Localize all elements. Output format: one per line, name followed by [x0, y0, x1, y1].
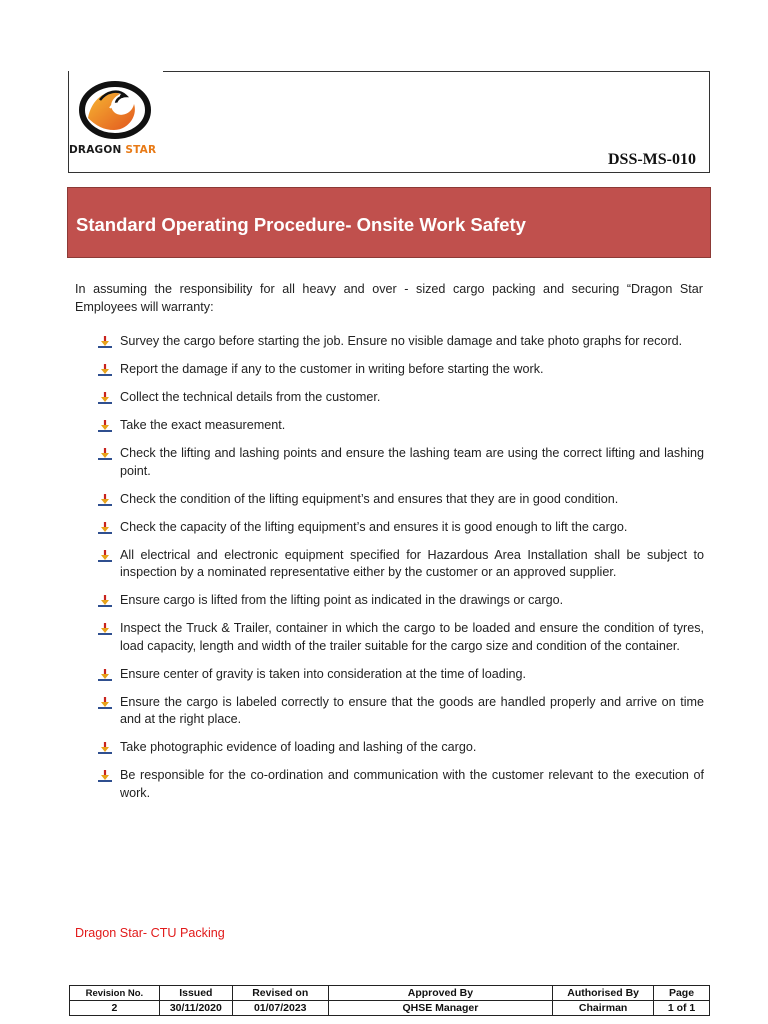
list-item [96, 547, 704, 582]
header-top-rule [163, 71, 710, 72]
arrow-bullet-icon [98, 448, 112, 461]
list-item [96, 333, 704, 351]
col-authorised-by: Authorised By [553, 986, 654, 1001]
list-item [96, 739, 704, 757]
arrow-bullet-icon [98, 522, 112, 535]
list-item-text: Check the capacity of the lifting equipment’s and ensures it is good enough to lift the cargo. [120, 519, 628, 534]
arrow-bullet-icon [98, 623, 112, 636]
arrow-bullet-icon [98, 697, 112, 710]
arrow-bullet-icon [98, 336, 112, 349]
procedure-list [96, 333, 704, 813]
logo-word-star: STAR [125, 144, 157, 156]
document-code: DSS-MS-010 [607, 151, 696, 168]
list-item [96, 767, 704, 802]
arrow-bullet-icon [98, 364, 112, 377]
col-approved-by: Approved By [328, 986, 553, 1001]
list-item-text: Ensure cargo is lifted from the lifting point as indicated in the drawings or cargo. [120, 593, 564, 607]
arrow-bullet-icon [98, 669, 112, 682]
list-item [96, 519, 704, 537]
revision-table-row [70, 1001, 710, 1016]
list-item-text: Take the exact measurement. [120, 418, 286, 432]
list-item [96, 445, 704, 480]
list-item-text: All electrical and electronic equipment specified for Hazardous Area Installation shall be subject to inspection by a nominated representative either by the customer or an approved supplier. [120, 547, 704, 579]
list-item [96, 389, 704, 407]
footer-note: Dragon Star- CTU Packing [75, 926, 225, 940]
arrow-bullet-icon [98, 392, 112, 405]
list-item-text: Check the lifting and lashing points and ensure the lashing team are using the correct lifting and lashing point. [120, 446, 704, 478]
arrow-bullet-icon [98, 742, 112, 755]
list-item [96, 694, 704, 729]
list-item-text: Take photographic evidence of loading and lashing of the cargo. [120, 740, 477, 754]
list-item-text: Report the damage if any to the customer in writing before starting the work. [120, 362, 544, 376]
arrow-bullet-icon [98, 550, 112, 563]
cell-authorised-by: Chairman [553, 1001, 654, 1016]
list-item-text: Ensure center of gravity is taken into consideration at the time of loading. [120, 666, 527, 681]
intro-paragraph: In assuming the responsibility for all heavy and over - sized cargo packing and securing “Dragon Star Employees will warranty: [75, 282, 703, 314]
col-page: Page [654, 986, 710, 1001]
list-item-text: Collect the technical details from the customer. [120, 390, 381, 404]
list-item [96, 620, 704, 655]
page-title: Standard Operating Procedure- Onsite Work Safety [76, 214, 526, 235]
arrow-bullet-icon [98, 420, 112, 433]
list-item [96, 361, 704, 379]
cell-revised-on: 01/07/2023 [232, 1001, 328, 1016]
arrow-bullet-icon [98, 494, 112, 507]
list-item [96, 417, 704, 435]
cell-revision-no: 2 [70, 1001, 160, 1016]
arrow-bullet-icon [98, 595, 112, 608]
list-item-text: Survey the cargo before starting the job. Ensure no visible damage and take photo graphs for record. [120, 334, 683, 348]
revision-table [69, 985, 710, 1016]
cell-page: 1 of 1 [654, 1001, 710, 1016]
list-item [96, 592, 704, 610]
list-item [96, 491, 704, 509]
list-item-text: Be responsible for the co-ordination and communication with the customer relevant to the execution of work. [120, 768, 704, 800]
cell-issued: 30/11/2020 [159, 1001, 232, 1016]
logo-wordmark [69, 144, 156, 156]
logo-word-dragon: DRAGON [69, 144, 122, 156]
title-band [67, 187, 711, 258]
col-issued: Issued [159, 986, 232, 1001]
col-revision-no: Revision No. [70, 986, 160, 1001]
list-item-text: Inspect the Truck & Trailer, container in which the cargo to be loaded and ensure the condition of tyres, load capacity, length and width of the trailer suitable for the cargo size and condition of the container. [120, 621, 704, 653]
revision-table-header-row [70, 986, 710, 1001]
arrow-bullet-icon [98, 770, 112, 783]
list-item [96, 666, 704, 684]
cell-approved-by: QHSE Manager [328, 1001, 553, 1016]
list-item-text: Ensure the cargo is labeled correctly to ensure that the goods are handled properly and arrive on time and at the right place. [120, 694, 704, 726]
col-revised-on: Revised on [232, 986, 328, 1001]
list-item-text: Check the condition of the lifting equipment’s and ensures that they are in good condition. [120, 491, 619, 506]
